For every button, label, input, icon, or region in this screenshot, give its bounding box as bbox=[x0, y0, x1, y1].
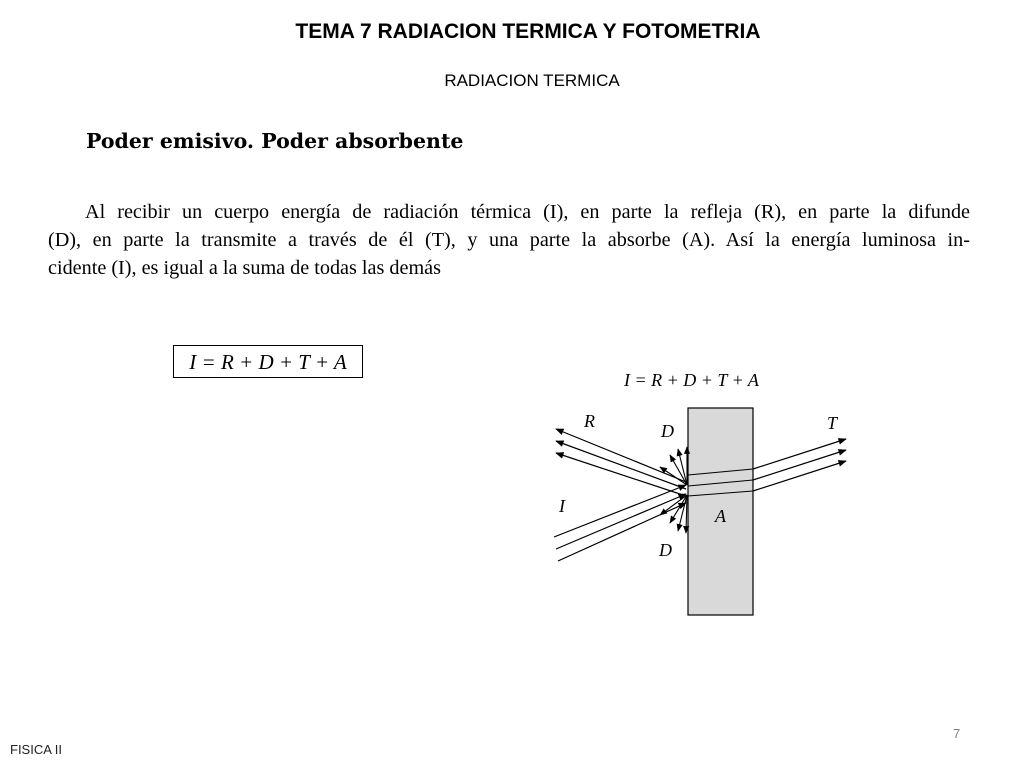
diffused-rays-top bbox=[660, 447, 687, 485]
label-diffused-bottom: D bbox=[659, 540, 672, 560]
slide-title: TEMA 7 RADIACION TERMICA Y FOTOMETRIA bbox=[295, 20, 761, 43]
footer-label: FISICA II bbox=[10, 742, 63, 757]
paragraph-line-1: Al recibir un cuerpo energía de radiación térmica (I), en parte la refleja (R), en parte la difunde bbox=[85, 201, 970, 223]
paragraph-line-3: cidente (I), es igual a la suma de todas las demás bbox=[48, 257, 441, 279]
label-diffused-top: D bbox=[661, 421, 674, 441]
transmitted-rays bbox=[753, 439, 846, 491]
body-paragraph bbox=[48, 198, 970, 282]
boxed-formula: I = R + D + T + A bbox=[173, 345, 363, 378]
label-transmitted: T bbox=[827, 413, 838, 433]
diffused-rays-bottom bbox=[660, 495, 687, 533]
diagram-formula: I = R + D + T + A bbox=[624, 370, 759, 390]
page-number: 7 bbox=[953, 726, 961, 741]
slide-subtitle: RADIACION TERMICA bbox=[444, 71, 620, 90]
section-heading: Poder emisivo. Poder absorbente bbox=[86, 129, 464, 153]
paragraph-line-2: (D), en parte la transmite a través de él (T), y una parte la absorbe (A). Así la energía luminosa in- bbox=[48, 229, 970, 251]
radiation-diagram bbox=[540, 355, 870, 625]
label-absorbed: A bbox=[715, 506, 726, 526]
label-incident: I bbox=[559, 496, 565, 516]
label-reflected: R bbox=[584, 411, 595, 431]
